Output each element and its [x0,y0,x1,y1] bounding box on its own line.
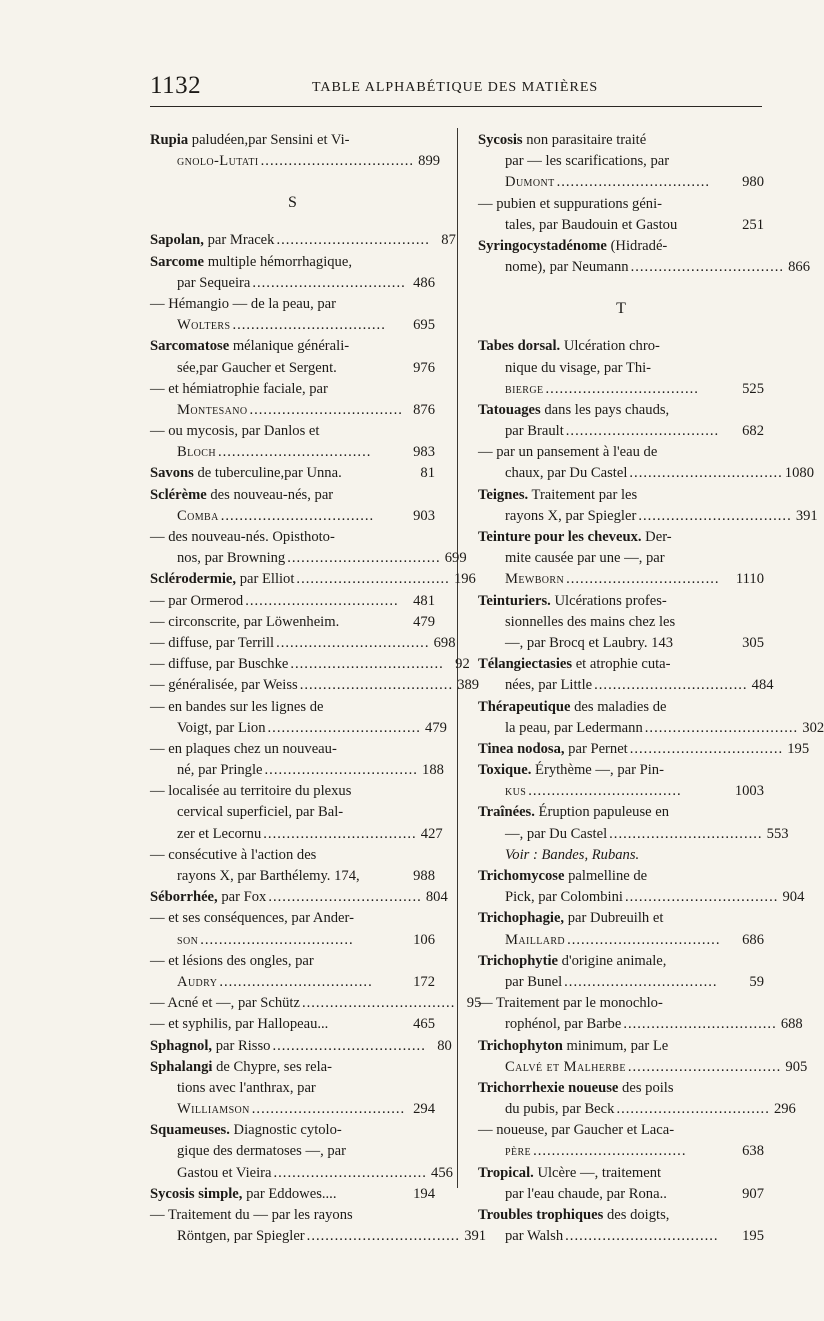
page-reference: 391 [795,507,818,524]
index-entry: — noueuse, par Gaucher et Laca- père ................................. 638 [478,1120,764,1162]
page-reference: 1110 [735,571,764,588]
index-entry: Séborrhée, par Fox ................................. 804 [150,887,435,908]
page-reference: 188 [422,762,444,779]
index-entry: — Acné et —, par Schütz ................................. 95 [150,993,435,1014]
entry-text: sée,par Gaucher et Sergent. [177,359,337,376]
entry-text: Montesano [177,401,248,418]
entry-text: — et ses conséquences, par Ander- [150,910,354,927]
page-reference: 804 [425,889,448,906]
index-entry: — localisée au territoire du plexus cervical superficiel, par Bal- zer et Lecornu ................................. 427 [150,781,435,845]
index-entry: — Traitement du — par les rayons Röntgen, par Spiegler ................................. 391 [150,1205,435,1247]
entry-text: — consécutive à l'action des [150,846,317,863]
entry-text: la peau, par Ledermann [505,719,643,736]
page-reference: 553 [766,825,789,842]
index-entry: Trichophagie, par Dubreuilh et Maillard ................................. 686 [478,908,764,950]
page-reference: 456 [431,1164,453,1181]
page-reference: 638 [742,1143,764,1160]
entry-text: Érythème —, par Pin- [531,762,664,779]
entry-text: Der- [641,529,672,545]
page-reference: 904 [782,889,805,906]
entry-text: par Brault [505,423,564,440]
left-column [150,130,487,1247]
entry-heading: Tabes dorsal. [478,338,561,355]
entry-heading: Sycosis simple, [150,1185,243,1202]
entry-text: par Mracek [203,232,275,249]
index-entry: Troubles trophiques des doigts, par Walsh ................................. 195 [478,1205,764,1247]
entry-text: — localisée au territoire du plexus [150,783,352,800]
entry-text: par — les scarifications, par [505,153,670,170]
entry-heading: Sarcome [150,253,205,270]
page-reference: 195 [742,1228,764,1245]
index-entry: Tabes dorsal. Ulcération chro- nique du visage, par Thi- bierge ................................. 525 [478,336,764,400]
entry-text: paludéen,par Sensini et Vi- [188,132,350,148]
entry-text: chaux, par Du Castel [505,465,628,482]
page-reference: 427 [420,825,443,842]
page-reference: 106 [413,931,435,948]
entry-text: — Traitement par le monochlo- [478,995,663,1012]
entry-text: par Sequeira [177,274,251,291]
entry-heading: Traînées. [478,804,535,821]
entry-text: (Hidradé- [606,237,668,254]
right-column [478,130,824,1247]
index-entry: — diffuse, par Terrill ................................. 698 [150,633,435,654]
entry-heading: Trichomycose [478,868,565,884]
entry-text: kus [505,783,527,800]
entry-text: nos, par Browning [177,550,286,567]
entry-text: Mewborn [505,571,565,588]
index-entry: Sycosis non parasitaire traité par — les scarifications, par Dumont ................................. 980 [478,130,764,194]
entry-text: palmelline de [564,868,648,884]
index-entry: Squameuses. Diagnostic cytolo- gique des dermatoses —, par Gastou et Vieira ................................. 456 [150,1120,435,1184]
entry-text: nome), par Neumann [505,259,629,276]
entry-text: Audry [177,973,218,990]
page-reference: 486 [413,274,435,291]
index-entry: Tatouages dans les pays chauds, par Brault ................................. 682 [478,400,764,442]
entry-text: des nouveau-nés, par [206,486,334,503]
entry-heading: Séborrhée, [150,889,218,906]
entry-heading: Sphalangi [150,1058,213,1075]
page-reference: 484 [751,677,774,694]
index-entry: — ou mycosis, par Danlos et Bloch ................................. 983 [150,421,435,463]
page-reference: 195 [787,740,810,757]
entry-text: — en plaques chez un nouveau- [150,740,337,757]
entry-text: de Chypre, ses rela- [212,1058,333,1075]
entry-heading: Tatouages [478,401,541,418]
entry-text: Traitement par les [528,486,638,503]
entry-heading: Troubles trophiques [478,1207,604,1223]
entry-text: Éruption papuleuse en [534,804,670,821]
page-reference: 905 [785,1058,808,1075]
page-reference: 294 [413,1101,435,1118]
entry-heading: Sclérodermie, [150,571,237,588]
page-reference: 305 [742,634,764,651]
index-entry [150,463,435,484]
entry-heading: Trichophagie, [478,910,565,927]
page-reference: 980 [742,174,764,191]
page-reference: 389 [457,677,480,694]
page-reference: 59 [749,973,764,990]
entry-text: par Eddowes.... [242,1185,337,1202]
entry-text: — par Ormerod [150,592,244,609]
index-entry: — et hémiatrophie faciale, par Montesano ................................. 876 [150,379,435,421]
page-reference: 92 [455,656,470,673]
entry-text: — Hémangio — de la peau, par [150,295,337,312]
page-reference: 688 [780,1016,803,1033]
entry-heading: Sarcomatose [150,338,230,355]
entry-text: par Risso [212,1037,271,1054]
entry-text: d'origine animale, [558,952,667,969]
index-entry: Tinea nodosa, par Pernet ................................. 195 [478,739,764,760]
entry-text: — pubien et suppurations géni- [478,195,663,212]
page-reference: 903 [413,507,435,524]
entry-text: minimum, par Le [562,1037,669,1054]
entry-text: rayons X, par Spiegler [505,507,637,524]
index-entry: — des nouveau-nés. Opisthoto- nos, par Browning ................................. 699 [150,527,435,569]
entry-text: des doigts, [603,1207,670,1223]
section-letter: T [616,300,626,318]
entry-text: bierge [505,380,544,397]
entry-text: Comba [177,507,219,524]
entry-text: gnolo-Lutati [177,153,259,170]
entry-heading: Syringocystadénome [478,237,607,254]
entry-text: et atrophie cuta- [572,656,671,673]
entry-text: Voigt, par Lion [177,719,266,736]
index-entry: Thérapeutique des maladies de la peau, par Ledermann ................................. 302 [478,697,764,739]
entry-text: Gastou et Vieira [177,1164,272,1181]
entry-text: — Acné et —, par Schütz [150,995,300,1012]
index-entry: Trichophytie d'origine animale, par Bunel ................................. 59 [478,951,764,993]
entry-text: par Elliot [236,571,295,588]
entry-text: Ulcération chro- [560,338,660,355]
page-reference: 699 [444,550,467,567]
index-entry: — par un pansement à l'eau de chaux, par Du Castel ................................. 1080 [478,442,764,484]
entry-heading: Sclérème [150,486,207,503]
entry-text: Calvé et Malherbe [505,1058,626,1075]
index-entry: — et ses conséquences, par Ander- son ................................. 106 [150,908,435,950]
index-entry [478,1163,764,1205]
index-entry: Rupia paludéen,par Sensini et Vi- gnolo-Lutati ................................. 899 [150,130,435,172]
entry-heading: Trichorrhexie noueuse [478,1079,619,1096]
entry-text: —, par Brocq et Laubry. 143 [505,634,674,651]
index-entry [150,1184,435,1205]
entry-text: né, par Pringle [177,762,263,779]
index-entry: Sclérodermie, par Elliot ................................. 196 [150,569,435,590]
page-reference: 525 [742,380,764,397]
entry-text: Pick, par Colombini [505,889,623,906]
index-entry: Trichomycose palmelline de Pick, par Colombini ................................. 904 [478,866,764,908]
entry-heading: Toxique. [478,762,532,779]
page-reference: 194 [413,1185,435,1202]
page-reference: 1080 [784,465,814,482]
index-entry: — et lésions des ongles, par Audry ................................. 172 [150,951,435,993]
entry-text: de tuberculine,par Unna. [193,465,342,482]
page-reference: 695 [413,317,435,334]
entry-text: Diagnostic cytolo- [229,1122,342,1139]
entry-text: rayons X, par Barthélemy. 174, [177,868,360,884]
entry-text: Williamson [177,1101,250,1118]
index-entry: Sphagnol, par Risso ................................. 80 [150,1036,435,1057]
index-entry: Sapolan, par Mracek ................................. 87 [150,230,435,251]
entry-text: mélanique générali- [229,338,350,355]
index-entry: Toxique. Érythème —, par Pin- kus ................................. 1003 [478,760,764,802]
entry-text: Wolters [177,317,231,334]
page-reference: 391 [464,1228,487,1245]
page-reference: 80 [437,1037,452,1054]
entry-text: par Walsh [505,1228,564,1245]
entry-text: tions avec l'anthrax, par [177,1079,316,1096]
index-entry: Syringocystadénome (Hidradé- nome), par Neumann ................................. 866 [478,236,764,278]
entry-text: — et hémiatrophie faciale, par [150,380,328,397]
running-title: TABLE ALPHABÉTIQUE DES MATIÈRES [312,80,599,95]
entry-text: — en bandes sur les lignes de [150,698,324,715]
index-entry [478,591,764,655]
entry-text: — Traitement du — par les rayons [150,1207,353,1223]
page-number: 1132 [150,72,202,99]
entry-text: — circonscrite, par Löwenheim. [150,613,340,630]
entry-text: mite causée par une —, par [505,550,665,567]
entry-text: par Bunel [505,973,563,990]
cross-reference: Voir : Bandes, Rubans. [505,846,640,863]
entry-text: — des nouveau-nés. Opisthoto- [150,529,335,545]
entry-text: Röntgen, par Spiegler [177,1228,305,1245]
page-reference: 465 [413,1016,435,1033]
entry-heading: Sphagnol, [150,1037,213,1054]
page-reference: 907 [742,1185,764,1202]
page-reference: 479 [413,613,435,630]
entry-text: Dumont [505,174,555,191]
index-entry [478,194,764,236]
index-entry: Sclérème des nouveau-nés, par Comba ................................. 903 [150,485,435,527]
entry-text: Ulcérations profes- [550,592,667,609]
index-entry: — Traitement par le monochlo- rophénol, par Barbe ................................. 688 [478,993,764,1035]
entry-text: Ulcère —, traitement [533,1164,662,1181]
entry-text: nique du visage, par Thi- [505,359,652,376]
index-entry: — diffuse, par Buschke ................................. 92 [150,654,435,675]
page-reference: 81 [420,465,435,482]
page-header [150,72,762,107]
entry-text: — noueuse, par Gaucher et Laca- [478,1122,675,1139]
entry-text: rophénol, par Barbe [505,1016,622,1033]
index-entry: — par Ormerod ................................. 481 [150,591,435,612]
entry-text: — généralisée, par Weiss [150,677,298,694]
index-entry: — Hémangio — de la peau, par Wolters ................................. 695 [150,294,435,336]
index-entry: Sphalangi de Chypre, ses rela- tions avec l'anthrax, par Williamson ................................. 294 [150,1057,435,1121]
entry-text: sionnelles des mains chez les [505,613,676,630]
entry-heading: Squameuses. [150,1122,230,1139]
entry-heading: Trichophytie [478,952,558,969]
page-reference: 988 [413,868,435,884]
entry-text: —, par Du Castel [505,825,608,842]
page-reference: 899 [418,153,441,170]
entry-text: dans les pays chauds, [540,401,670,418]
page-reference: 172 [413,973,435,990]
entry-heading: Tropical. [478,1164,534,1181]
page-reference: 251 [742,216,764,233]
entry-heading: Trichophyton [478,1037,563,1054]
entry-text: — ou mycosis, par Danlos et [150,423,320,440]
index-entry: Traînées. Éruption papuleuse en —, par Du Castel ................................. 553 Voir : Bandes, Rubans. [478,802,764,866]
entry-text: — diffuse, par Buschke [150,656,289,673]
page-reference: 876 [413,401,435,418]
entry-text: Bloch [177,444,216,461]
page-reference: 479 [425,719,447,736]
index-entry [150,612,435,633]
entry-text: par l'eau chaude, par Rona.. [505,1185,667,1202]
entry-heading: Thérapeutique [478,698,571,715]
entry-text: zer et Lecornu [177,825,262,842]
index-entry: Teignes. Traitement par les rayons X, par Spiegler ................................. 391 [478,485,764,527]
index-entry: — généralisée, par Weiss ................................. 389 [150,675,435,696]
index-entry [150,336,435,378]
page-reference: 196 [453,571,476,588]
entry-text: par Dubreuilh et [564,910,664,927]
entry-text: — diffuse, par Terrill [150,634,275,651]
entry-text: — et syphilis, par Hallopeau... [150,1016,329,1033]
entry-text: père [505,1143,532,1160]
entry-heading: Rupia [150,132,189,148]
entry-text: cervical superficiel, par Bal- [177,804,344,821]
index-entry: Télangiectasies et atrophie cuta- nées, par Little ................................. 484 [478,654,764,696]
page-reference: 682 [742,423,764,440]
page-reference: 95 [466,995,482,1012]
entry-text: gique des dermatoses —, par [177,1143,346,1160]
entry-heading: Teinture pour les cheveux. [478,529,642,545]
section-letter: S [288,194,297,212]
index-entry [150,1014,435,1035]
entry-text: nées, par Little [505,677,593,694]
entry-heading: Sapolan, [150,232,204,249]
index-entry: Trichophyton minimum, par Le Calvé et Malherbe ................................. 905 [478,1036,764,1078]
index-entry: — en plaques chez un nouveau- né, par Pringle ................................. 188 [150,739,435,781]
entry-heading: Teinturiers. [478,592,551,609]
entry-text: des poils [618,1079,674,1096]
page-reference: 976 [413,359,435,376]
entry-heading: Télangiectasies [478,656,573,673]
entry-text: tales, par Baudouin et Gastou [505,216,678,233]
entry-heading: Teignes. [478,486,529,503]
page-reference: 296 [773,1101,796,1118]
page-reference: 686 [742,931,764,948]
entry-text: du pubis, par Beck [505,1101,615,1118]
entry-text: — par un pansement à l'eau de [478,444,658,461]
entry-text: des maladies de [570,698,667,715]
index-entry [150,845,435,887]
entry-text: non parasitaire traité [522,132,647,148]
entry-heading: Tinea nodosa, [478,740,565,757]
page-reference: 1003 [734,783,764,800]
page-reference: 302 [802,719,824,736]
index-entry: Sarcome multiple hémorrhagique, par Sequeira ................................. 486 [150,252,435,294]
entry-heading: Sycosis [478,132,523,148]
index-entry: — en bandes sur les lignes de Voigt, par Lion ................................. 479 [150,697,435,739]
entry-text: multiple hémorrhagique, [204,253,352,270]
page-reference: 983 [413,444,435,461]
page-reference: 698 [433,634,456,651]
index-entry: Trichorrhexie noueuse des poils du pubis, par Beck ................................. 296 [478,1078,764,1120]
index-entry: Teinture pour les cheveux. Der- mite causée par une —, par Mewborn ................................. 1110 [478,527,764,591]
entry-text: son [177,931,199,948]
entry-text: Maillard [505,931,566,948]
entry-heading: Savons [150,465,194,482]
page-reference: 866 [788,259,811,276]
entry-text: par Fox [217,889,267,906]
page-reference: 481 [413,592,435,609]
entry-text: par Pernet [564,740,628,757]
page-reference: 87 [441,232,456,249]
entry-text: — et lésions des ongles, par [150,952,314,969]
